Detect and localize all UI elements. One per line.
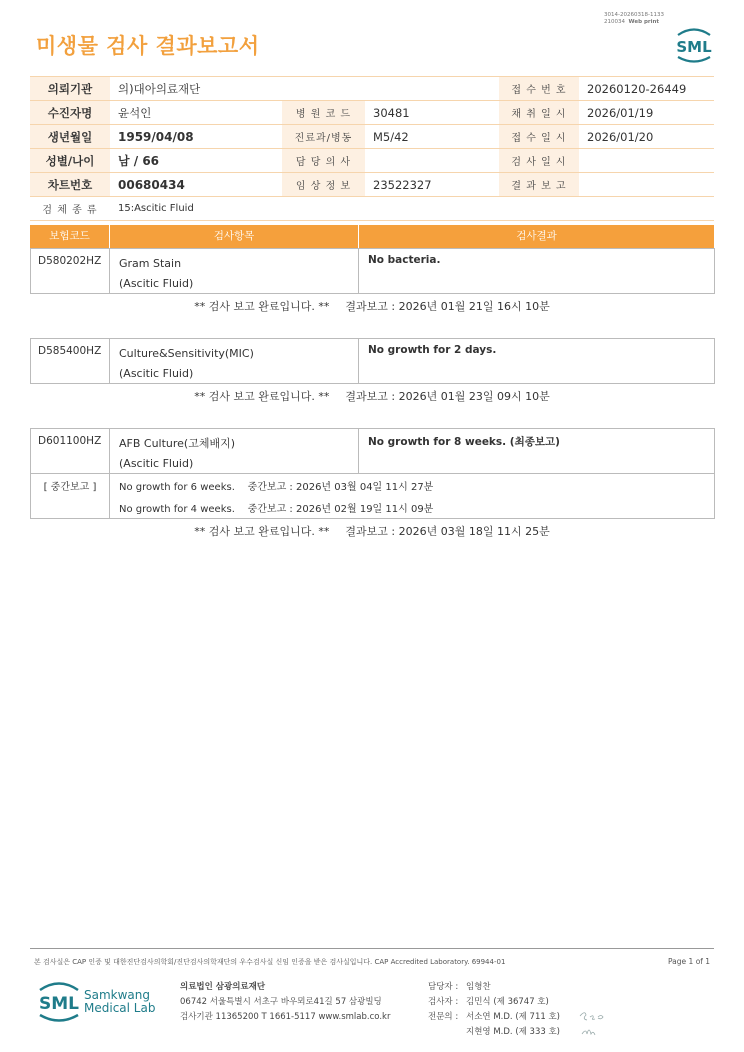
value-patient-name: 윤석인 [110,101,282,125]
test-code: D580202HZ [38,255,102,267]
value-doctor [365,149,499,173]
value-result-report [579,173,714,197]
label-chart-number: 차트번호 [30,173,110,197]
info-row [30,125,714,149]
test-code: D585400HZ [38,345,102,357]
value-test-date [579,149,714,173]
interim-report-2: No growth for 4 weeks. 중간보고 : 2026년 02월 19일 11시 09분 [119,504,434,515]
page-number: Page 1 of 1 [668,957,711,966]
interim-report-1: No growth for 6 weeks. 중간보고 : 2026년 03월 04일 11시 27분 [119,482,434,493]
results-table-header [30,225,714,248]
header-insurance-code: 보험코드 [49,230,90,242]
test-result: No growth for 8 weeks. (최종보고) [368,436,560,448]
info-row [30,197,714,221]
report-complete-line: ** 검사 보고 완료입니다. ** 결과보고 : 2026년 01월 23일 09시 10분 [194,390,550,403]
signature-icon [576,1008,612,1042]
document-id: 3014-20260318-1133 210034 Web print [604,12,664,25]
label-result-report: 결 과 보 고 [499,173,579,197]
test-name: Gram Stain (Ascitic Fluid) [119,257,194,290]
info-row [30,149,714,173]
test-row [30,338,715,384]
label-receipt-date: 접 수 일 시 [499,125,579,149]
test-result: No bacteria. [368,254,441,266]
svg-text:SML: SML [39,994,79,1014]
header-test-result: 검사결과 [516,230,557,242]
report-complete-line: ** 검사 보고 완료입니다. ** 결과보고 : 2026년 03월 18일 11시 25분 [194,525,550,538]
info-row [30,101,714,125]
report-complete-line: ** 검사 보고 완료입니다. ** 결과보고 : 2026년 01월 21일 16시 10분 [194,300,550,313]
label-receipt-number: 접 수 번 호 [499,77,579,101]
label-test-date: 검 사 일 시 [499,149,579,173]
label-specimen-type: 검 체 종 류 [30,197,110,221]
info-row [30,173,714,197]
patient-info-table [30,76,714,221]
value-requesting-org: 의)대아의료재단 [110,77,499,101]
value-department: M5/42 [365,125,499,149]
label-requesting-org: 의뢰기관 [30,77,110,101]
report-title: 미생물 검사 결과보고서 [36,34,260,58]
label-collection-date: 채 취 일 시 [499,101,579,125]
value-specimen-type: 15:Ascitic Fluid [110,197,714,221]
sml-logo-icon [36,980,82,1024]
value-receipt-date: 2026/01/20 [579,125,714,149]
label-doctor: 담 당 의 사 [282,149,365,173]
test-code: D601100HZ [38,435,102,447]
label-sex-age: 성별/나이 [30,149,110,173]
interim-report-label: [ 중간보고 ] [43,482,97,493]
test-name: AFB Culture(고체배지) (Ascitic Fluid) [119,437,236,470]
header-test-item: 검사항목 [213,230,255,242]
test-name: Culture&Sensitivity(MIC) (Ascitic Fluid) [119,347,254,380]
svg-text:SML: SML [676,38,712,56]
value-collection-date: 2026/01/19 [579,101,714,125]
label-clinical-info: 임 상 정 보 [282,173,365,197]
value-birth-date: 1959/04/08 [110,125,282,149]
test-row [30,248,715,294]
staff-info: 담당자 : 임형찬 검사자 : 김민식 (제 36747 호) 전문의 : 서소연 M.D. (제 711 호) 지현영 M.D. (제 333 호) [428,982,561,1037]
samkwang-logo: SML Samkwang Medical Lab [36,980,166,1024]
value-clinical-info: 23522327 [365,173,499,197]
value-sex-age: 남 / 66 [110,149,282,173]
accreditation-note: 본 검사실은 CAP 인증 및 대한진단검사의학회/진단검사의학재단의 우수검사실 신임 인증을 받은 검사실입니다. CAP Accredited Laboratory. 69944-01 [34,958,506,966]
sml-logo-icon [672,26,716,64]
label-patient-name: 수진자명 [30,101,110,125]
value-hospital-code: 30481 [365,101,499,125]
org-info: 의료법인 삼광의료재단 06742 서울특별시 서초구 바우뫼로41길 57 삼광빌딩 검사기관 11365200 T 1661-5117 www.smlab.co.kr [180,982,391,1022]
label-birth-date: 생년월일 [30,125,110,149]
label-hospital-code: 병 원 코 드 [282,101,365,125]
label-department: 진료과/병동 [282,125,365,149]
footer-divider [30,948,714,949]
value-receipt-number: 20260120-26449 [579,77,714,101]
value-chart-number: 00680434 [110,173,282,197]
test-result: No growth for 2 days. [368,344,497,356]
info-row [30,77,714,101]
test-row [30,428,715,519]
